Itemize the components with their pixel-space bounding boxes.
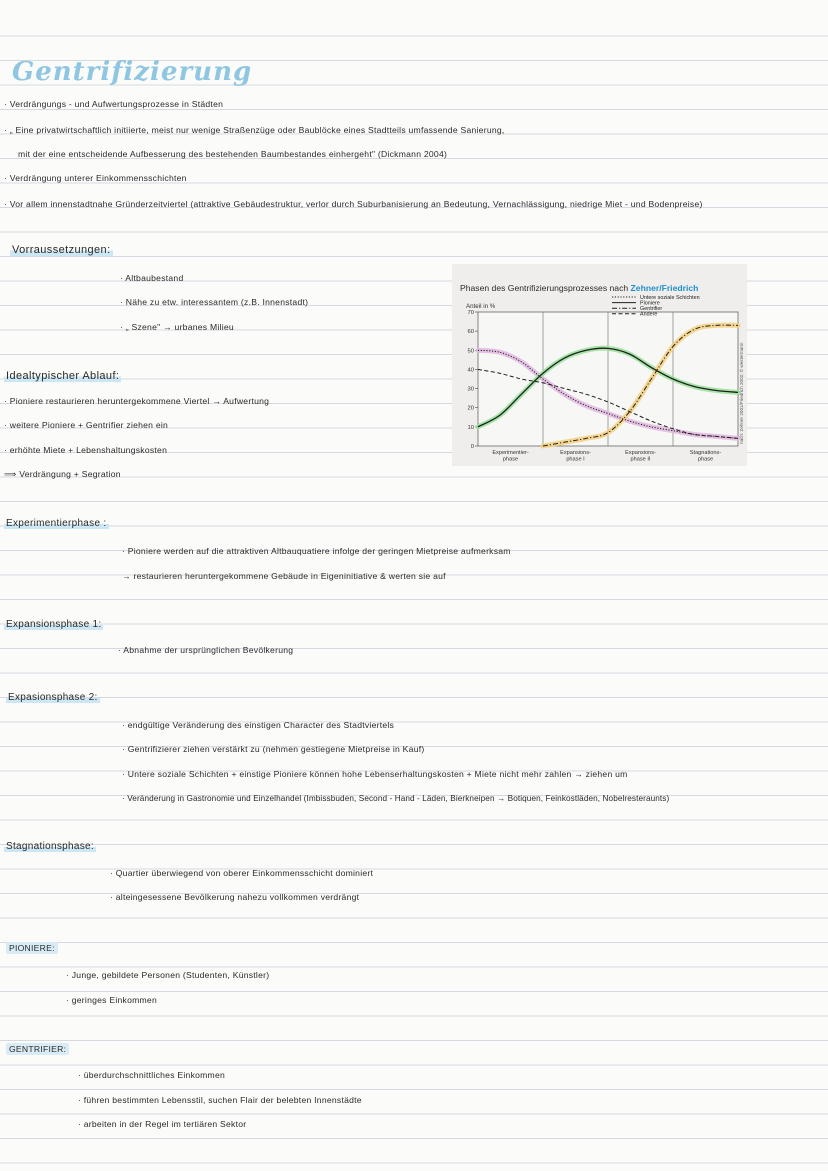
expansion1-item: · Abnahme der ursprünglichen Bevölkerung — [118, 645, 294, 655]
stagnation-heading: Stagnationsphase: — [6, 841, 94, 852]
legend-entry: Pioniere — [640, 300, 660, 307]
ablauf-item: ⟹ Verdrängung + Segration — [4, 469, 121, 479]
gentrification-phase-chart — [452, 264, 747, 466]
pioniere-item: · Junge, gebildete Personen (Studenten, Künstler) — [66, 970, 270, 980]
y-tick-label: 10 — [467, 424, 474, 431]
stagnation-item: · alteingesessene Bevölkerung nahezu vollkommen verdrängt — [110, 892, 360, 902]
ablauf-item: · Pioniere restaurieren heruntergekommene Viertel → Aufwertung — [4, 396, 270, 406]
gentrifier-item: · arbeiten in der Regel im tertiären Sektor — [78, 1119, 247, 1129]
voraussetzungen-item: · Altbaubestand — [120, 273, 184, 283]
ablauf-item: · weitere Pioniere + Gentrifier ziehen ein — [4, 420, 169, 430]
chart-title: Phasen des Gentrifizierungsprozesses nach Zehner/Friedrich — [460, 283, 699, 293]
gentrifier-heading: GENTRIFIER: — [6, 1043, 69, 1055]
chart-credit: nach: Zehner 2001/Friedrich 2002; © westermann — [739, 342, 744, 444]
pioniere-heading: PIONIERE: — [6, 942, 58, 954]
phase-label: Stagnations-phase — [689, 450, 722, 463]
stagnation-item: · Quartier überwiegend von oberer Einkommensschicht dominiert — [110, 868, 374, 878]
expansion2-item: · endgültige Veränderung des einstigen Character des Stadtviertels — [122, 720, 395, 730]
voraussetzungen-item: · Nähe zu etw. interessantem (z.B. Innenstadt) — [120, 297, 309, 307]
experimentierphase-item: → restaurieren heruntergekommene Gebäude in Eigeninitiative & werten sie auf — [122, 571, 446, 581]
y-tick-label: 50 — [467, 348, 474, 355]
experimentierphase-heading: Experimentierphase : — [6, 518, 107, 529]
legend-entry: Gentrifier — [640, 306, 663, 312]
expansion2-item: · Gentrifizierer ziehen verstärkt zu (nehmen gestiegene Mietpreise in Kauf) — [122, 744, 425, 754]
expansion1-heading: Expansionsphase 1: — [6, 619, 102, 630]
y-tick-label: 0 — [470, 444, 474, 450]
y-tick-label: 30 — [467, 386, 474, 393]
intro-line-4: · Verdrängung unterer Einkommensschichten — [4, 173, 187, 183]
ablauf-item: · erhöhte Miete + Lebenshaltungskosten — [4, 445, 168, 455]
ablauf-heading: Idealtypischer Ablauf: — [6, 370, 120, 382]
y-tick-label: 60 — [467, 329, 474, 336]
experimentierphase-item: · Pioniere werden auf die attraktiven Altbauquatiere infolge der geringen Mietpreise aufmerksam — [122, 546, 511, 556]
intro-line-2: · „ Eine privatwirtschaftlich initiierte, meist nur wenige Straßenzüge oder Baublöcke eines Stadtteils umfassende Sanierung, — [4, 125, 505, 135]
legend-entry: Untere soziale Schichten — [640, 294, 700, 301]
legend-entry: Andere — [640, 311, 658, 318]
gentrifier-item: · führen bestimmten Lebensstil, suchen Flair der belebten Innenstädte — [78, 1095, 362, 1105]
pioniere-item: · geringes Einkommen — [66, 995, 157, 1005]
expansion2-heading: Expasionsphase 2: — [8, 692, 98, 703]
expansion2-item: · Veränderung in Gastronomie und Einzelhandel (Imbissbuden, Second - Hand - Läden, Bierkneipen → Botiquen, Feinkostläden, Nobelresteraunts) — [122, 794, 670, 803]
intro-line-5: · Vor allem innenstadtnahe Gründerzeitviertel (attraktive Gebäudestruktur, verlor durch Suburbanisierung an Bedeutung, Vernachlässigung, niedrige Miet - und Bodenpreise) — [4, 199, 703, 209]
phase-label: Experimentier-phase — [492, 450, 529, 463]
phase-label: Expansions-phase II — [625, 450, 656, 463]
voraussetzungen-heading: Vorraussetzungen: — [12, 244, 111, 256]
gentrifier-item: · überdurchschnittliches Einkommen — [78, 1070, 226, 1080]
chart-svg — [452, 264, 747, 466]
intro-line-1: · Verdrängungs - und Aufwertungsprozesse in Städten — [4, 99, 224, 109]
y-axis-label: Anteil in % — [466, 303, 496, 310]
voraussetzungen-item: · „ Szene" → urbanes Milieu — [120, 322, 234, 332]
page-title: Gentrifizierung — [12, 57, 253, 87]
y-tick-label: 70 — [467, 310, 474, 316]
y-tick-label: 20 — [467, 405, 474, 412]
expansion2-item: · Untere soziale Schichten + einstige Pioniere können hohe Lebenserhaltungskosten + Miete nicht mehr zahlen → ziehen um — [122, 769, 628, 779]
y-tick-label: 40 — [467, 367, 474, 374]
intro-line-3: mit der eine entscheidende Aufbesserung des bestehenden Baumbestandes einhergeht" (Dickmann 2004) — [18, 149, 448, 159]
phase-label: Expansions-phase I — [560, 450, 591, 463]
